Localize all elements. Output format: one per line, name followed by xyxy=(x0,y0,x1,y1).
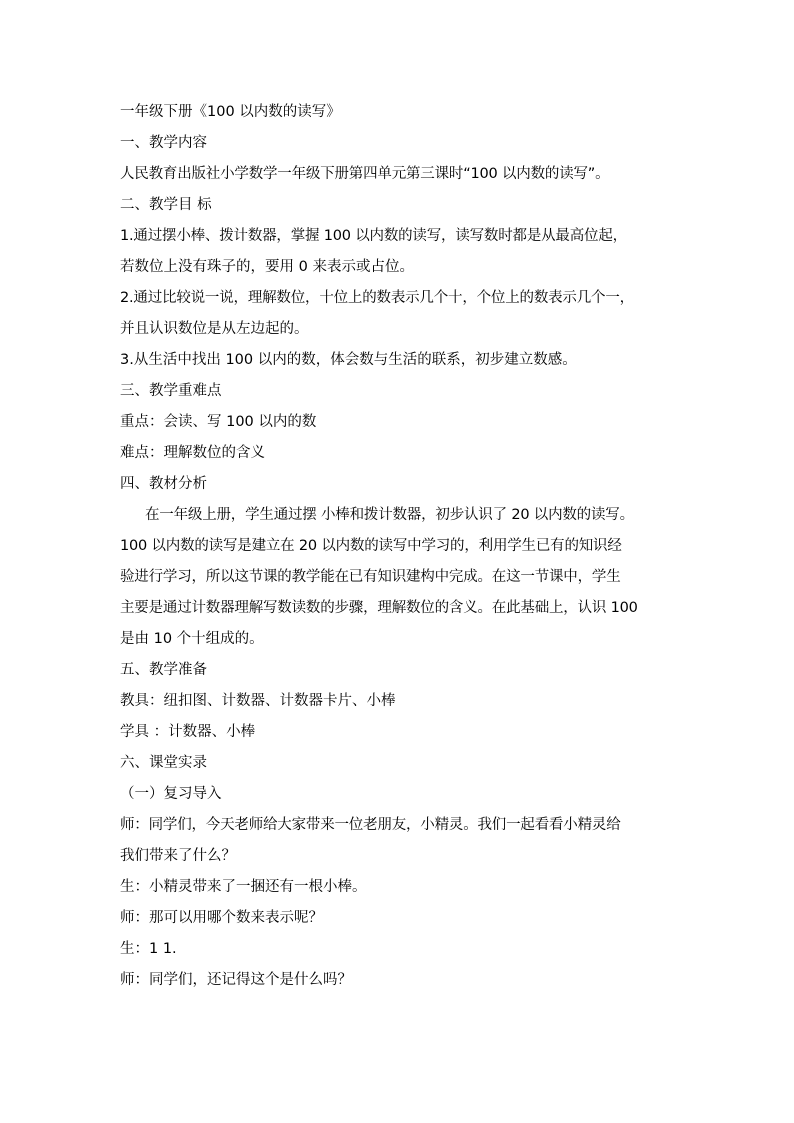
paragraph-line: 100 以内数的读写是建立在 20 以内数的读写中学习的，利用学生已有的知识经 xyxy=(120,538,622,554)
paragraph-line: 1.通过摆小棒、拨计数器，掌握 100 以内数的读写，读写数时都是从最高位起， xyxy=(120,228,627,244)
paragraph-line: 3.从生活中找出 100 以内的数，体会数与生活的联系，初步建立数感。 xyxy=(120,352,577,368)
dialogue-line: 师：同学们，今天老师给大家带来一位老朋友，小精灵。我们一起看看小精灵给 xyxy=(120,817,621,833)
section-heading: 三、教学重难点 xyxy=(120,383,222,399)
paragraph-line: 学具 ：计数器、小棒 xyxy=(120,724,256,740)
section-heading: 五、教学准备 xyxy=(120,662,207,678)
dialogue-line: 生：1 1. xyxy=(120,941,177,957)
paragraph-line: 验进行学习，所以这节课的教学能在已有知识建构中完成。在这一节课中，学生 xyxy=(120,569,621,585)
document-title: 一年级下册《100 以内数的读写》 xyxy=(120,104,341,120)
paragraph-line: 难点：理解数位的含义 xyxy=(120,445,265,461)
paragraph-line: 人民教育出版社小学数学一年级下册第四单元第三课时“100 以内数的读写”。 xyxy=(120,166,610,182)
section-heading: 六、课堂实录 xyxy=(120,755,207,771)
paragraph-line: 若数位上没有珠子的，要用 0 来表示或占位。 xyxy=(120,259,414,275)
paragraph-line: 重点：会读、写 100 以内的数 xyxy=(120,414,317,430)
document-body xyxy=(120,97,680,996)
section-heading: 一、教学内容 xyxy=(120,135,207,151)
paragraph-line: 是由 10 个十组成的。 xyxy=(120,631,264,647)
section-heading: 四、教材分析 xyxy=(120,476,207,492)
paragraph-line: 教具：纽扣图、计数器、计数器卡片、小棒 xyxy=(120,693,396,709)
section-heading: 二、教学目 标 xyxy=(120,197,212,213)
dialogue-line: 师：那可以用哪个数来表示呢？ xyxy=(120,910,323,926)
dialogue-line: 生：小精灵带来了一捆还有一根小棒。 xyxy=(120,879,367,895)
paragraph-line: 并且认识数位是从左边起的。 xyxy=(120,321,309,337)
dialogue-line: 我们带来了什么？ xyxy=(120,848,236,864)
paragraph-line: 主要是通过计数器理解写数读数的步骤，理解数位的含义。在此基础上，认识 100 xyxy=(120,600,638,616)
dialogue-line: 师：同学们，还记得这个是什么吗？ xyxy=(120,972,352,988)
paragraph-line: 2.通过比较说一说，理解数位，十位上的数表示几个十，个位上的数表示几个一， xyxy=(120,290,634,306)
paragraph-line: 在一年级上册，学生通过摆 小棒和拨计数器，初步认识了 20 以内数的读写。 xyxy=(145,507,634,523)
subsection-heading: （一）复习导入 xyxy=(120,786,222,802)
